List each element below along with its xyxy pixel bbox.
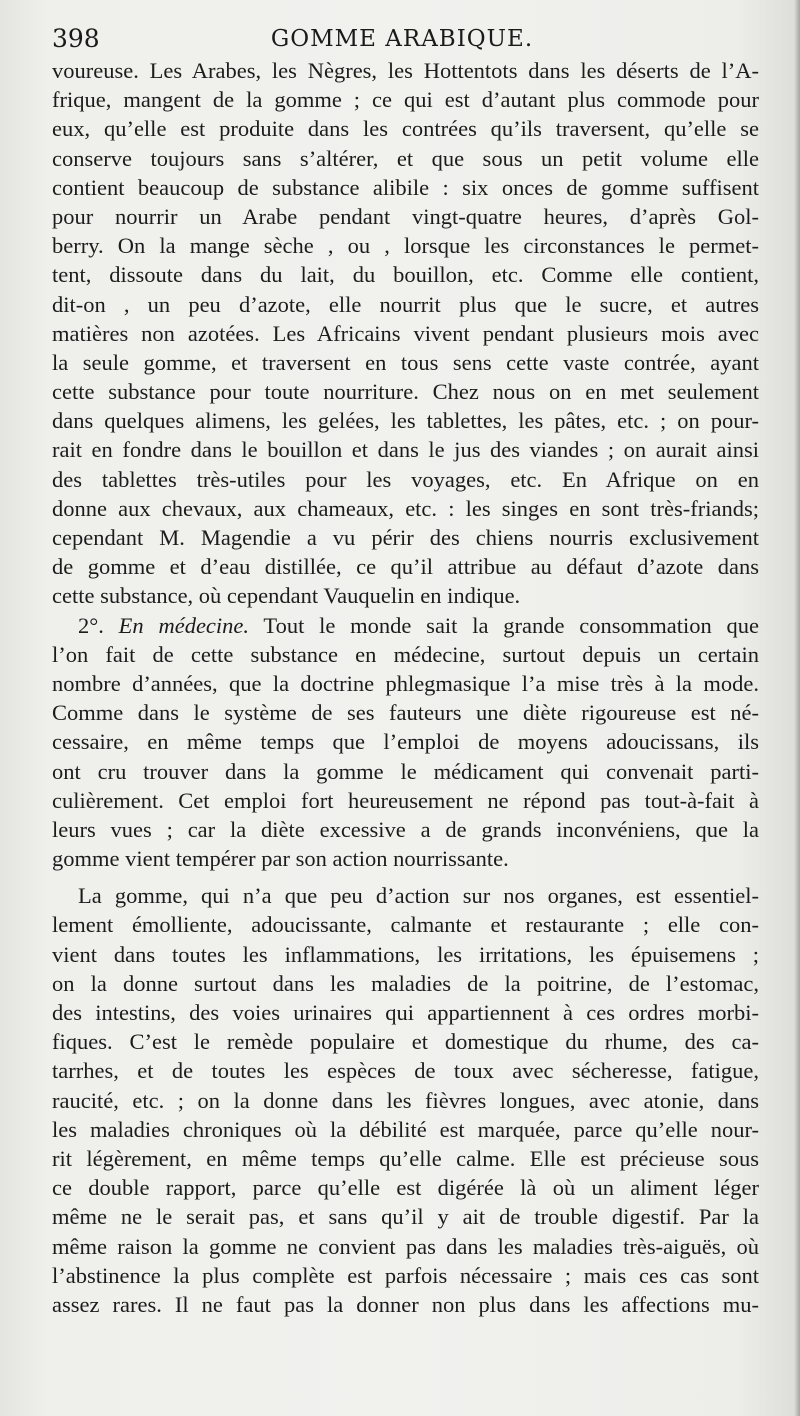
section-first-line — [52, 611, 759, 640]
text-line: cependant M. Magendie a vu périr des chiens nourris exclusivement — [52, 525, 759, 550]
page-edge-shadow — [794, 0, 800, 1416]
text-line: frique, mangent de la gomme ; ce qui est d’autant plus commode pour — [52, 87, 759, 113]
text-line: l’on fait de cette substance en médecine, surtout depuis un certain — [52, 641, 759, 667]
text-line: des tablettes très-utiles pour les voyages, etc. En Afrique on en — [52, 466, 759, 492]
text-line: conserve toujours sans s’altérer, et que sous un petit volume elle — [52, 145, 759, 171]
text-line: tarrhes, et de toutes les espèces de toux avec sécheresse, fatigue, — [52, 1058, 759, 1084]
text-line: ce double rapport, parce qu’elle est digérée là où un aliment léger — [52, 1175, 759, 1201]
text-line: on la donne surtout dans les maladies de la poitrine, de l’estomac, — [52, 970, 759, 996]
text-line: cette substance pour toute nourriture. Chez nous on en met seulement — [52, 379, 759, 405]
text-line: voureuse. Les Arabes, les Nègres, les Hottentots dans les déserts de l’A- — [52, 58, 759, 83]
text-line: vient dans toutes les inflammations, les irritations, les épuisemens ; — [52, 941, 759, 967]
text-line: leurs vues ; car la diète excessive a de grands inconvéniens, que la — [52, 816, 759, 842]
text-line: gomme vient tempérer par son action nourrissante. — [52, 846, 509, 872]
running-title: GOMME ARABIQUE. — [270, 26, 534, 52]
section-number: 2°. — [78, 612, 104, 638]
text-line: matières non azotées. Les Africains vivent pendant plusieurs mois avec — [52, 320, 759, 346]
text-line: berry. On la mange sèche , ou , lorsque les circonstances le permet- — [52, 233, 759, 259]
section-title: En médecine. — [118, 612, 250, 638]
text-line: donne aux chevaux, aux chameaux, etc. : les singes en sont très-friands; — [52, 495, 759, 521]
text-line: les maladies chroniques où la débilité est marquée, parce qu’elle nour- — [52, 1116, 759, 1142]
text-line: de gomme et d’eau distillée, ce qu’il attribue au défaut d’azote dans — [52, 554, 759, 580]
text-line: l’abstinence la plus complète est parfois nécessaire ; mais ces cas sont — [52, 1262, 759, 1288]
text-line: dit-on , un peu d’azote, elle nourrit plus que le sucre, et autres — [52, 291, 759, 317]
text-line: lement émolliente, adoucissante, calmante et restaurante ; elle con- — [52, 912, 759, 938]
text-line: ont cru trouver dans la gomme le médicament qui convenait parti- — [52, 758, 759, 784]
text-line: même raison la gomme ne convient pas dans les maladies très-aiguës, où — [52, 1233, 759, 1259]
text-line: culièrement. Cet emploi fort heureusement ne répond pas tout-à-fait à — [52, 787, 759, 813]
text-line: pour nourrir un Arabe pendant vingt-quatre heures, d’après Gol- — [52, 203, 759, 229]
text-line: raucité, etc. ; on la donne dans les fièvres longues, avec atonie, dans — [52, 1087, 759, 1113]
text-line: cessaire, en même temps que l’emploi de moyens adoucissans, ils — [52, 729, 759, 755]
body-text — [52, 56, 759, 1319]
text-line: contient beaucoup de substance alibile : six onces de gomme suffisent — [52, 174, 759, 200]
text-line: même ne le serait pas, et sans qu’il y ait de trouble digestif. Par la — [52, 1204, 759, 1230]
text-line: rait en fondre dans le bouillon et dans le jus des viandes ; on aurait ainsi — [52, 437, 759, 463]
text-line: la seule gomme, et traversent en tous sens cette vaste contrée, ayant — [52, 349, 759, 375]
text-line: assez rares. Il ne faut pas la donner non plus dans les affections mu- — [52, 1291, 759, 1317]
text-line: fiques. C’est le remède populaire et domestique du rhume, des ca- — [52, 1029, 759, 1055]
text-line: cette substance, où cependant Vauquelin en indique. — [52, 583, 521, 609]
page-header — [52, 22, 752, 58]
text-line: tent, dissoute dans du lait, du bouillon, etc. Comme elle contient, — [52, 262, 759, 288]
text-line: Tout le monde sait la grande consommation que — [263, 612, 759, 638]
text-line: dans quelques alimens, les gelées, les tablettes, les pâtes, etc. ; on pour- — [52, 408, 759, 434]
text-line: nombre d’années, que la doctrine phlegmasique l’a mise très à la mode. — [52, 670, 759, 696]
text-line: des intestins, des voies urinaires qui appartiennent à ces ordres morbi- — [52, 1000, 759, 1025]
text-line: eux, qu’elle est produite dans les contrées qu’ils traversent, qu’elle se — [52, 116, 759, 142]
text-line: rit légèrement, en même temps qu’elle calme. Elle est précieuse sous — [52, 1145, 759, 1171]
text-line: Comme dans le système de ses fauteurs une diète rigoureuse est né- — [52, 700, 759, 726]
page-number: 398 — [52, 24, 100, 53]
text-line: La gomme, qui n’a que peu d’action sur nos organes, est essentiel- — [78, 883, 759, 909]
